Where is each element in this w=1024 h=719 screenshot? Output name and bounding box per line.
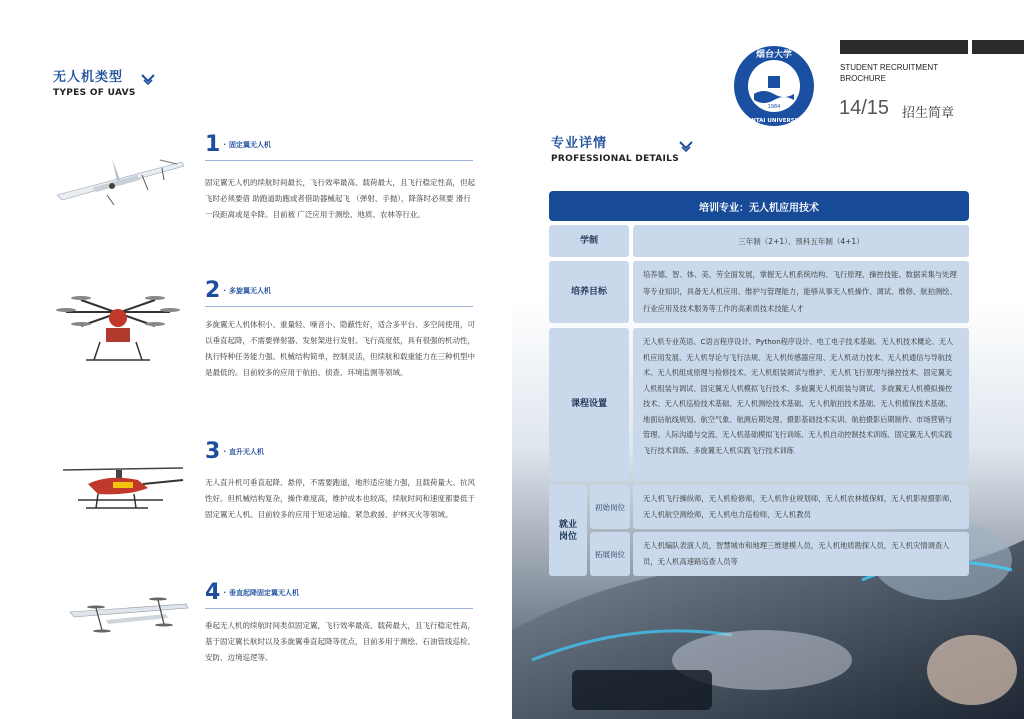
uav-type-1: 1 · 固定翼无人机 固定翼无人机的续航时间最长，飞行效率最高、载荷最大，且飞行稳定性高，但起飞时必须要借 助跑道助跑或者借助器械起飞 （弹射、手抛），降落时必须要 滑行一段距离或是伞降。目前被 广泛应用于测绘、地质、农林等行业。 — [205, 134, 477, 223]
page-numbers: 14/15 — [839, 97, 890, 119]
row-label-mubiao: 培养目标 — [549, 261, 629, 323]
row-value-chushi: 无人机飞行操纵师，无人机检修师，无人机作业规划师，无人机农林植保师，无人机影视摄影师，无人机航空测绘师，无人机电力巡检师，无人机教员 — [633, 485, 969, 529]
type-description: 垂起无人机的续航时间类似固定翼，飞行效率最高、载荷最大，且飞行稳定性高，基于固定翼长航时以及多旋翼垂直起降等优点，目前多用于测绘、石油管线巡检、安防、边境巡逻等。 — [205, 621, 475, 662]
divider — [205, 160, 473, 161]
right-section-heading — [551, 132, 679, 164]
brochure-title-en: STUDENT RECRUITMENT BROCHURE — [840, 63, 939, 83]
table-header: 培训专业：无人机应用技术 — [549, 191, 969, 221]
row-value-kecheng: 无人机专业英语、C语言程序设计、Python程序设计、电工电子技术基础、无人机技术概论、无人机应用发展、无人机导论与飞行法规、无人机传感器应用、无人机动力技术、无人机通信与导航技术、无人机组成原理与检修技术、无人机组装调试与维护、无人机飞行原理与操控技术、固定翼无人机组装与调试、固定翼无人机模拟飞行技术、多旋翼无人机组装与调试、多旋翼无人机模拟操控技术、无人机巡检技术基础、无人机测绘技术基础、无人机航拍技术基础、无人机植保技术基础、地面站航线规划、航空气象、航测后期处理、摄影基础技术实训、航拍摄影后期制作、市场营销与管理、人际沟通与交流、无人机基础模拟飞行训练、无人机自动控制技术训练、固定翼无人机实践飞行技术训练、多旋翼无人机实践飞行技术训练 — [633, 328, 969, 481]
uav-type-3: 3 · 直升无人机 无人直升机可垂直起降、悬停，不需要跑道，地形适应能力强，且载荷量大、抗风性好。但机械结构复杂，操作难度高，维护成本也较高，续航时间和速度都要低于固定翼无人机。目前较多的应用于短途运输、紧急救援、护林灭火等领域。 — [205, 441, 477, 523]
type-title: 多旋翼无人机 — [228, 287, 271, 295]
logo-text-bottom: YANTAI UNIVERSITY — [743, 118, 805, 124]
row-value-xuezhi: 三年制（2+1）、预科五年制（4+1） — [633, 225, 969, 257]
chevron-down-icon — [140, 72, 156, 88]
university-logo — [732, 44, 816, 128]
type-number: 4 — [205, 580, 221, 605]
uav-type-4: 4 · 垂直起降固定翼无人机 垂起无人机的续航时间类似固定翼，飞行效率最高、载荷最大，且飞行稳定性高，基于固定翼长航时以及多旋翼垂直起降等优点，目前多用于测绘、石油管线巡检、安防、边境巡逻等。 — [205, 582, 477, 666]
type-description: 固定翼无人机的续航时间最长，飞行效率最高、载荷最大，且飞行稳定性高，但起飞时必须要借 助跑道助跑或者借助器械起飞 （弹射、手抛），降落时必须要 滑行一段距离或是伞降。目前被 广泛应用于测绘、地质、农林等行业。 — [205, 178, 475, 219]
row-value-tuozhan: 无人机编队表演人员，智慧城市和地理三维建模人员，无人机地质勘探人员，无人机灾情调查人员，无人机高速路巡查人员等 — [633, 532, 969, 576]
chevron-down-icon — [678, 139, 694, 155]
type-description: 无人直升机可垂直起降、悬停，不需要跑道，地形适应能力强，且载荷量大、抗风性好。但机械结构复杂，操作难度高，维护成本也较高，续航时间和速度都要低于固定翼无人机。目前较多的应用于短途运输、紧急救援、护林灭火等领域。 — [205, 478, 475, 519]
row-label-kecheng: 课程设置 — [549, 328, 629, 481]
uav-type-2: 2 · 多旋翼无人机 多旋翼无人机体积小、重量轻、噪音小、隐蔽性好，适合多平台、多空间使用，可以垂直起降，不需要弹射器、发射架进行发射。飞行高度低，具有很强的机动性，执行特种任务能力强。机械结构简单，控制灵活，但续航和载重能力在三种机型中是最低的。目前较多的应用于航拍、侦查、环境监测等领域。 — [205, 280, 477, 381]
header-bar-dark-short — [972, 40, 1024, 54]
vtol-drone-image — [66, 590, 192, 638]
fixed-wing-drone-image — [52, 150, 187, 210]
multirotor-drone-image — [56, 292, 180, 364]
sub-label-chushi: 初始岗位 — [590, 485, 630, 529]
right-section-title-zh: 专业详情 — [551, 136, 608, 151]
type-number: 1 — [205, 132, 221, 157]
sub-label-tuozhan: 拓展岗位 — [590, 532, 630, 576]
row-label-jiuye: 就业岗位 — [549, 485, 587, 576]
left-section-title-en: TYPES OF UAVS — [53, 88, 136, 98]
logo-text-top: 烟台大学 — [755, 50, 793, 60]
type-number: 3 — [205, 439, 221, 464]
type-number: 2 — [205, 278, 221, 303]
row-label-xuezhi: 学制 — [549, 225, 629, 257]
logo-year: 1984 — [767, 104, 781, 110]
brochure-title-zh: 招生简章 — [902, 106, 955, 121]
type-title: 直升无人机 — [228, 448, 264, 456]
helicopter-drone-image — [58, 462, 188, 520]
left-section-title-zh: 无人机类型 — [53, 70, 124, 85]
type-title: 固定翼无人机 — [228, 141, 271, 149]
divider — [205, 608, 473, 609]
header-bar-dark — [840, 40, 968, 54]
divider — [205, 306, 473, 307]
left-section-heading — [53, 66, 136, 98]
type-description: 多旋翼无人机体积小、重量轻、噪音小、隐蔽性好，适合多平台、多空间使用，可以垂直起降，不需要弹射器、发射架进行发射。飞行高度低，具有很强的机动性，执行特种任务能力强。机械结构简单，控制灵活，但续航和载重能力在三种机型中是最低的。目前较多的应用于航拍、侦查、环境监测等领域。 — [205, 320, 475, 377]
row-value-mubiao: 培养德、智、体、美、劳全面发展，掌握无人机系统结构、飞行原理、操控技能、数据采集与处理等专业知识，具备无人机应用、维护与管理能力，能够从事无人机操作、调试、维修、航拍测绘、行业应用及技术服务等工作的高素质技术技能人才 — [633, 261, 969, 323]
right-section-title-en: PROFESSIONAL DETAILS — [551, 154, 679, 164]
type-title: 垂直起降固定翼无人机 — [228, 589, 299, 597]
